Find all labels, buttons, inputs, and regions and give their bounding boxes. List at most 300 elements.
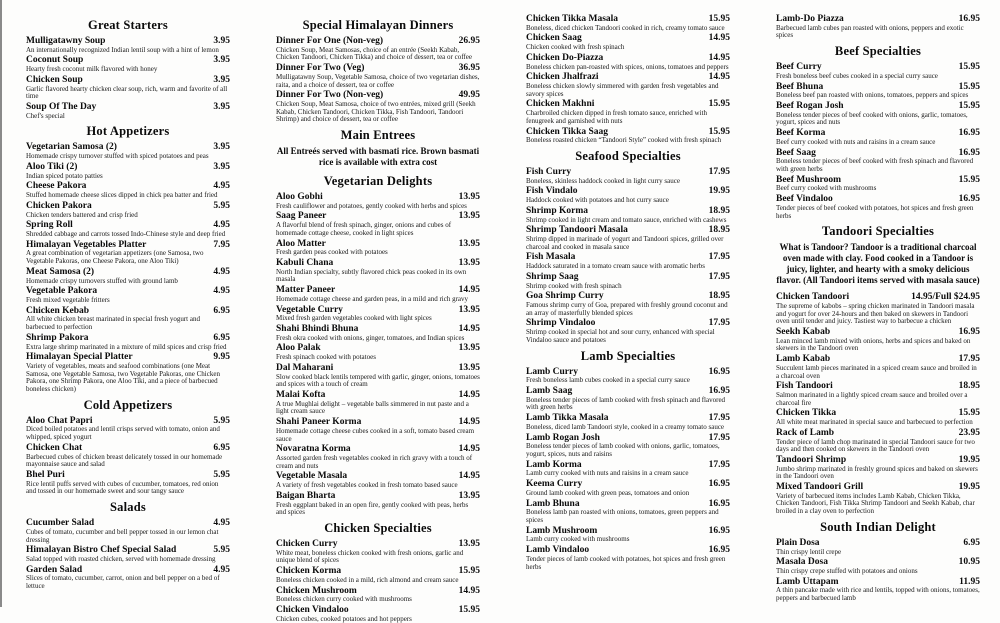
menu-item-row [526,433,730,443]
menu-item-row [526,460,730,470]
item-description: Famous shrimp curry of Goa, prepared with freshly ground coconut and an array of masterfully blended spices [526,301,728,317]
item-description: Tender pieces of lamb cooked with potatoes, hot spices and fresh green herbs [526,554,726,571]
item-description: Boneless chicken curry cooked with mushrooms [276,595,412,604]
menu-item [276,90,480,124]
menu-column-4 [750,14,1000,607]
menu-item [276,444,480,470]
item-description: North Indian specialty, subtly flavored chick peas cooked in its own masala [276,267,467,284]
menu-item [276,63,480,89]
menu-item-row [776,408,980,418]
item-price: 17.95 [708,432,730,443]
item-name: Beef Curry [776,62,822,73]
menu-item [26,565,230,591]
menu-item-row [26,443,230,453]
item-name: Chicken Mushroom [276,585,357,596]
item-price: 16.95 [958,147,980,158]
menu-item [276,285,480,303]
item-description: Salmon marinated in a lightly spiced cream sauce and broiled over a charcoal fire [776,390,968,407]
menu-item-row [276,192,480,202]
item-price: 13.95 [458,211,480,222]
item-price: 14.95 [708,72,730,83]
menu-item-row [276,305,480,315]
item-price: 7.95 [213,239,230,250]
item-name: Tandoori Shrimp [776,454,847,465]
menu-item [776,101,980,127]
menu-item-row [276,343,480,353]
menu-item [26,333,230,351]
menu-item [526,413,730,431]
item-name: Lamb Mushroom [526,525,598,536]
menu-item-row [276,285,480,295]
item-price: 16.95 [708,525,730,536]
item-name: Aloo Matter [276,238,326,249]
menu-item [526,272,730,290]
item-name: Beef Mushroom [776,174,841,185]
item-price: 5.95 [213,200,230,211]
item-description: Chicken Soup, Meat Samosa, choice of two entrées, mixed grill (Seekh Kabab, Chicken Tandoori, Chicken Tikka, Fish Tandoori, Tandoori Shrimp) and choice of dessert, tea or coffee [276,100,476,124]
item-price: 13.95 [458,490,480,501]
menu-item-row [26,545,230,555]
menu-item-row [26,240,230,250]
item-description: All white chicken breast marinated in special fresh yogurt and barbecued to perfection [26,315,200,332]
item-name: Chicken Chat [26,442,83,453]
menu-item-row [26,416,230,426]
item-price: 6.95 [213,442,230,453]
item-name: Chicken Do-Piazza [526,52,604,63]
menu-item [776,482,980,516]
menu-item [276,363,480,389]
section-title: Special Himalayan Dinners [302,18,454,32]
section-title: Cold Appetizers [83,397,173,412]
item-price: 15.95 [458,566,480,577]
item-price: 14.95 [708,33,730,44]
section-title: Great Starters [88,18,168,32]
item-name: Saag Paneer [276,211,327,222]
item-description: A flavorful blend of fresh spinach, ginger, onions and cubes of homemade cottage cheese, cooked in light spices [276,221,452,237]
menu-item [26,102,230,120]
menu-item [276,258,480,284]
menu-item [526,186,730,204]
item-description: Fresh boneless lamb cubes cooked in a special curry sauce [526,376,690,385]
item-price: 4.95 [213,518,230,529]
item-description: Chicken cubes, cooked potatoes and hot peppers [276,614,412,623]
menu-item-row [276,444,480,454]
item-price: 17.95 [708,271,730,282]
item-price: 19.95 [958,482,980,492]
item-description: All white meat marinated in special sauce and barbecued to perfection [776,418,973,427]
menu-item [526,433,730,459]
item-price: 14.95/Full $24.95 [911,292,980,303]
item-price: 16.95 [708,366,730,377]
item-price: 16.95 [708,479,730,490]
item-description: Fresh garden peas cooked with potatoes [276,248,388,257]
menu-item-row [776,82,980,92]
menu-item-row [526,291,730,301]
item-price: 3.95 [213,161,230,172]
item-name: Beef Vindaloo [776,194,833,205]
menu-item-row [276,324,480,334]
item-price: 6.95 [213,305,230,316]
item-description: A great combination of vegetarian appetizers (one Samosa, two Vegetable Pakoras, one Cheese Pakora, one Aloo Tiki) [26,249,204,266]
section-title: Chicken Specialties [324,520,432,535]
item-description: Fresh eggplant baked in an open fire, gently cooked with peas, herbs and spices [276,500,469,517]
item-description: Boneless, skinless haddock cooked in light curry sauce [526,176,680,185]
menu-item-row [526,386,730,396]
item-name: Lamb Vindaloo [526,545,590,556]
item-name: Chicken Jhalfrazi [526,72,599,83]
item-name: Lamb Korma [526,459,582,470]
menu-column-2 [250,14,500,623]
item-description: Mulligatawny Soup, Vegetable Samosa, choice of two vegetarian dishes, raita, and a choice of dessert, tea or coffee [276,72,480,89]
item-name: Aloo Palak [276,343,321,354]
item-name: Aloo Tiki (2) [26,161,78,172]
menu-item-row [276,36,480,46]
item-description: Homemade crispy turnover stuffed with spiced potatoes and peas [26,152,209,161]
item-price: 4.95 [213,564,230,575]
menu-item-row [26,306,230,316]
item-name: Fish Masala [526,252,576,263]
item-description: Fresh spinach cooked with potatoes [276,353,376,362]
item-name: Seekh Kabab [776,326,831,337]
item-name: Shrimp Saag [526,271,579,282]
item-description: Haddock cooked with potatoes and hot curry sauce [526,196,669,205]
menu-item-row [276,586,480,596]
item-name: Vegetarian Samosa (2) [26,142,117,153]
item-description: Shredded cabbage and carrots tossed Indo-Chinese style and deep fried [26,229,226,238]
menu-item [526,72,730,98]
menu-item-row [276,566,480,576]
menu-item [276,586,480,604]
item-name: Rack of Lamb [776,427,835,438]
menu-item [776,62,980,80]
item-name: Lamb Uttapam [776,576,839,587]
menu-item [26,306,230,332]
item-description: Chicken tenders battered and crisp fried [26,210,138,219]
menu-item [526,33,730,51]
menu-item-row [276,471,480,481]
item-description: Boneless chicken slowly simmered with garden fresh vegetables and savory spices [526,82,719,98]
item-description: Slow cooked black lentils tempered with garlic, ginger, onions, tomatoes and spices with a touch of cream [276,372,480,389]
menu-item [526,225,730,251]
menu-item [776,408,980,426]
menu-item-row [526,252,730,262]
item-name: Shahi Bhindi Bhuna [276,324,359,334]
item-price: 26.95 [458,36,480,46]
item-name: Fish Vindalo [526,186,578,197]
menu-item [26,181,230,199]
item-name: Beef Bhuna [776,81,824,92]
item-price: 3.95 [213,142,230,153]
menu-item [526,167,730,185]
item-description: Stuffed homemade cheese slices dipped in chick pea batter and fried [26,191,218,200]
menu-item-row [26,102,230,112]
item-name: Matter Paneer [276,285,336,296]
item-description: A variety of fresh vegetables cooked in fresh tomato based sauce [276,481,458,490]
item-price: 17.95 [708,167,730,177]
menu-item [776,354,980,380]
item-price: 3.95 [213,102,230,112]
item-name: Cucumber Salad [26,518,95,529]
menu-item [26,286,230,304]
item-name: Malai Kofta [276,390,326,400]
item-price: 18.95 [708,291,730,302]
menu-item-row [26,181,230,191]
item-description: Lamb curry cooked with mushrooms [526,535,630,544]
menu-item [276,324,480,342]
item-price: 15.95 [958,62,980,73]
item-description: Cubes of tomato, cucumber and bell pepper tossed in our lemon chat dressing [26,527,219,544]
menu-item-row [26,267,230,277]
item-description: Chef's special [26,111,65,120]
menu-item-row [26,470,230,480]
menu-item [776,14,980,40]
item-description: Extra large shrimp marinated in a mixture of mild spices and crisp fried [26,342,227,351]
item-name: Chicken Tikka Masala [526,14,619,24]
item-price: 4.95 [213,220,230,231]
section-title: Seafood Specialties [575,149,681,163]
menu-item [276,343,480,361]
item-price: 13.95 [458,258,480,268]
item-price: 9.95 [213,352,230,363]
item-description: Shrimp cooked in special hot and sour curry, enhanced with special Vindaloo sauce and potatoes [526,328,715,344]
menu-item-row [276,258,480,268]
menu-item [776,128,980,146]
item-description: Charbroiled chicken dipped in fresh tomato sauce, enriched with fenugreek and garnished with nuts [526,109,707,125]
section-title: Tandoori Specialties [821,224,935,239]
item-description: Lean minced lamb mixed with onions, herbs and spices and baked on skewers in the Tandoori oven [776,336,971,353]
menu-item-row [526,53,730,63]
item-description: White meat, boneless chicken cooked with fresh onions, garlic and unique blend of spices [276,548,464,565]
menu-item-row [776,557,980,567]
item-description: Boneless, diced lamb Tandoori style, cooked in a creamy tomato sauce [526,422,725,431]
item-description: Shrimp dipped in marinade of yogurt and Tandoori spices, grilled over charcoal and cooked in masala sauce [526,235,724,251]
item-description: An internationally recognized Indian lentil soup with a hint of lemon [26,45,219,54]
item-name: Chicken Tandoori [776,292,850,303]
menu-item-row [776,175,980,185]
item-name: Coconut Soup [26,55,84,66]
item-description: Haddock saturated in a tomato cream sauce with aromatic herbs [526,262,706,271]
menu-item [26,470,230,496]
menu-item-row [776,148,980,158]
item-name: Mixed Tandoori Grill [776,482,864,492]
item-name: Lamb Kabab [776,354,831,365]
item-price: 17.95 [708,252,730,263]
section-title: Main Entrees [340,128,416,143]
menu-item-row [526,167,730,177]
item-price: 15.95 [458,604,480,615]
item-price: 17.95 [958,354,980,365]
menu-item [26,36,230,54]
menu-item-row [776,101,980,111]
item-price: 3.95 [213,55,230,66]
scan-edge-line [0,0,2,607]
section-title: Vegetarian Delights [323,174,433,188]
menu-item-row [526,367,730,377]
menu-item [276,417,480,443]
item-description: Homemade cottage cheese cubes cooked in a soft, tomato based cream sauce [276,426,475,443]
menu-item-row [526,413,730,423]
item-price: 14.95 [458,285,480,296]
item-name: Shrimp Korma [526,205,589,216]
item-price: 16.95 [958,326,980,337]
menu-item [526,99,730,125]
menu-item-row [526,479,730,489]
menu-item-row [776,428,980,438]
item-name: Lamb Rogan Josh [526,432,600,443]
item-price: 13.95 [458,238,480,249]
item-description: Barbecued cubes of chicken breast delicately tossed in our homemade mayonnaise sauce and salad [26,452,223,469]
item-name: Shrimp Pakora [26,332,89,343]
menu-item-row [776,538,980,548]
menu-item-row [26,201,230,211]
item-price: 10.95 [958,557,980,568]
item-price: 17.95 [708,413,730,424]
item-price: 16.95 [958,14,980,24]
menu-item-row [776,327,980,337]
item-name: Cheese Pakora [26,181,87,192]
item-description: Fresh cauliflower and potatoes, gently cooked with herbs and spices [276,201,467,210]
menu-item-row [776,292,980,302]
item-name: Baigan Bharta [276,490,336,501]
item-name: Lamb-Do Piazza [776,14,844,24]
item-description: Boneless, diced chicken Tandoori cooked in rich, creamy tomato sauce [526,23,725,32]
menu-item [26,352,230,394]
item-price: 15.95 [958,101,980,111]
item-price: 14.95 [458,390,480,400]
item-description: A thin pancake made with rice and lentils, topped with onions, tomatoes, peppers and barbecued lamb [776,586,980,603]
item-price: 13.95 [458,192,480,202]
menu-item [776,194,980,220]
menu-item [526,545,730,571]
menu-item-row [26,518,230,528]
menu-item [26,240,230,266]
item-description: Lamb curry cooked with nuts and raisins in a cream sauce [526,469,689,478]
menu-item [526,526,730,544]
menu-item [26,201,230,219]
item-name: Chicken Tikka Saag [526,126,609,137]
menu-item [526,14,730,32]
item-price: 5.95 [213,545,230,556]
section-intro: What is Tandoor? Tandoor is a traditional charcoal oven made with clay. Food cooked in a Tandoor is juicy, lighter, and hearty with a smoky delicious flavor. (All Tandoori items served with masala sauce) [776,242,980,286]
item-description: Ground lamb cooked with green peas, tomatoes and onion [526,488,690,497]
menu-item-row [26,55,230,65]
item-description: Fresh boneless beef cubes cooked in a special curry sauce [776,71,938,80]
item-name: Shahi Paneer Korma [276,417,362,428]
item-name: Keema Curry [526,479,583,490]
menu-item-row [526,206,730,216]
item-name: Lamb Saag [526,386,573,396]
item-name: Fish Tandoori [776,381,833,392]
menu-item [776,148,980,174]
item-name: Beef Korma [776,128,826,139]
menu-item [776,455,980,481]
menu-item [26,416,230,442]
item-price: 49.95 [458,90,480,101]
menu-item-row [776,62,980,72]
item-name: Chicken Soup [26,74,83,85]
item-description: A true Mughlai delight – vegetable balls simmered in nut paste and a light cream sauce [276,399,469,416]
item-name: Chicken Kebab [26,305,90,316]
item-price: 16.95 [958,194,980,205]
menu-item [26,267,230,285]
item-price: 18.95 [708,225,730,236]
menu-item [776,82,980,100]
item-price: 15.95 [708,99,730,110]
item-description: Fresh okra cooked with onions, ginger, tomatoes, and Indian spices [276,333,465,342]
item-name: Beef Rogan Josh [776,101,844,111]
item-name: Garden Salad [26,564,83,575]
item-description: Homemade cottage cheese and garden peas, in a mild and rich gravy [276,294,469,303]
menu-item [526,53,730,71]
menu-item-row [26,220,230,230]
menu-item [776,292,980,326]
item-description: Beef curry cooked with nuts and raisins in a cream sauce [776,137,936,146]
item-name: Goa Shrimp Curry [526,291,604,302]
menu-item [526,252,730,270]
menu-item [776,381,980,407]
item-description: Chicken Soup, Meat Samosas, choice of an entrée (Seekh Kabab, Chicken Tandoori, Chicken Tikka) and choice of dessert, tea or coffee [276,45,472,62]
menu-item [26,518,230,544]
item-description: Boneless chicken cooked in a mild, rich almond and cream sauce [276,575,459,584]
menu-item-row [26,565,230,575]
item-name: Dinner For Two (Non-veg) [276,90,384,101]
section-title: Beef Specialties [834,44,922,59]
item-description: Garlic flavored hearty chicken clear soup, rich, warm and favorite of all time [26,84,228,101]
menu-item-row [526,526,730,536]
item-price: 17.95 [708,459,730,470]
menu-item-row [776,14,980,24]
menu-item [526,291,730,317]
item-description: Rice lentil puffs served with cubes of cucumber, tomatoes, red onion and tossed in our homemade sweet and sour tangy sauce [26,479,219,496]
item-name: Masala Dosa [776,557,828,568]
item-name: Chicken Curry [276,538,338,549]
item-name: Plain Dosa [776,537,820,548]
item-name: Dinner For Two (Veg) [276,63,365,74]
menu-item-row [526,545,730,555]
item-price: 4.95 [213,266,230,277]
menu-item [526,386,730,412]
menu-item [526,206,730,224]
menu-item-row [276,390,480,400]
menu-item [26,443,230,469]
item-price: 13.95 [458,362,480,373]
menu-item [776,327,980,353]
item-price: 15.95 [958,408,980,419]
item-price: 15.95 [958,174,980,185]
menu-item-row [526,499,730,509]
item-description: Mixed fresh garden vegetables cooked with light spices [276,314,432,323]
menu-item-row [26,36,230,46]
menu-item-row [276,363,480,373]
menu-item [276,239,480,257]
item-price: 17.95 [708,318,730,329]
item-description: Slices of tomato, cucumber, carrot, onion and bell pepper on a bed of lettuce [26,574,220,591]
item-price: 15.95 [958,81,980,92]
menu-item-row [26,286,230,296]
item-name: Chicken Saag [526,33,582,44]
item-price: 14.95 [458,444,480,455]
item-price: 5.95 [213,415,230,426]
menu-column-3 [500,14,750,607]
item-price: 3.95 [213,36,230,46]
item-description: Succulent lamb pieces marinated in a spiced cream sauce and broiled in a charcoal oven [776,363,977,380]
item-name: Vegetable Masala [276,471,348,482]
item-description: Boneless tender pieces of beef cooked with fresh spinach and flavored with green herbs [776,157,974,173]
menu-item [276,491,480,517]
menu-item [276,211,480,237]
item-description: Hearty fresh coconut milk flavored with honey [26,65,158,74]
menu-item-row [776,577,980,587]
